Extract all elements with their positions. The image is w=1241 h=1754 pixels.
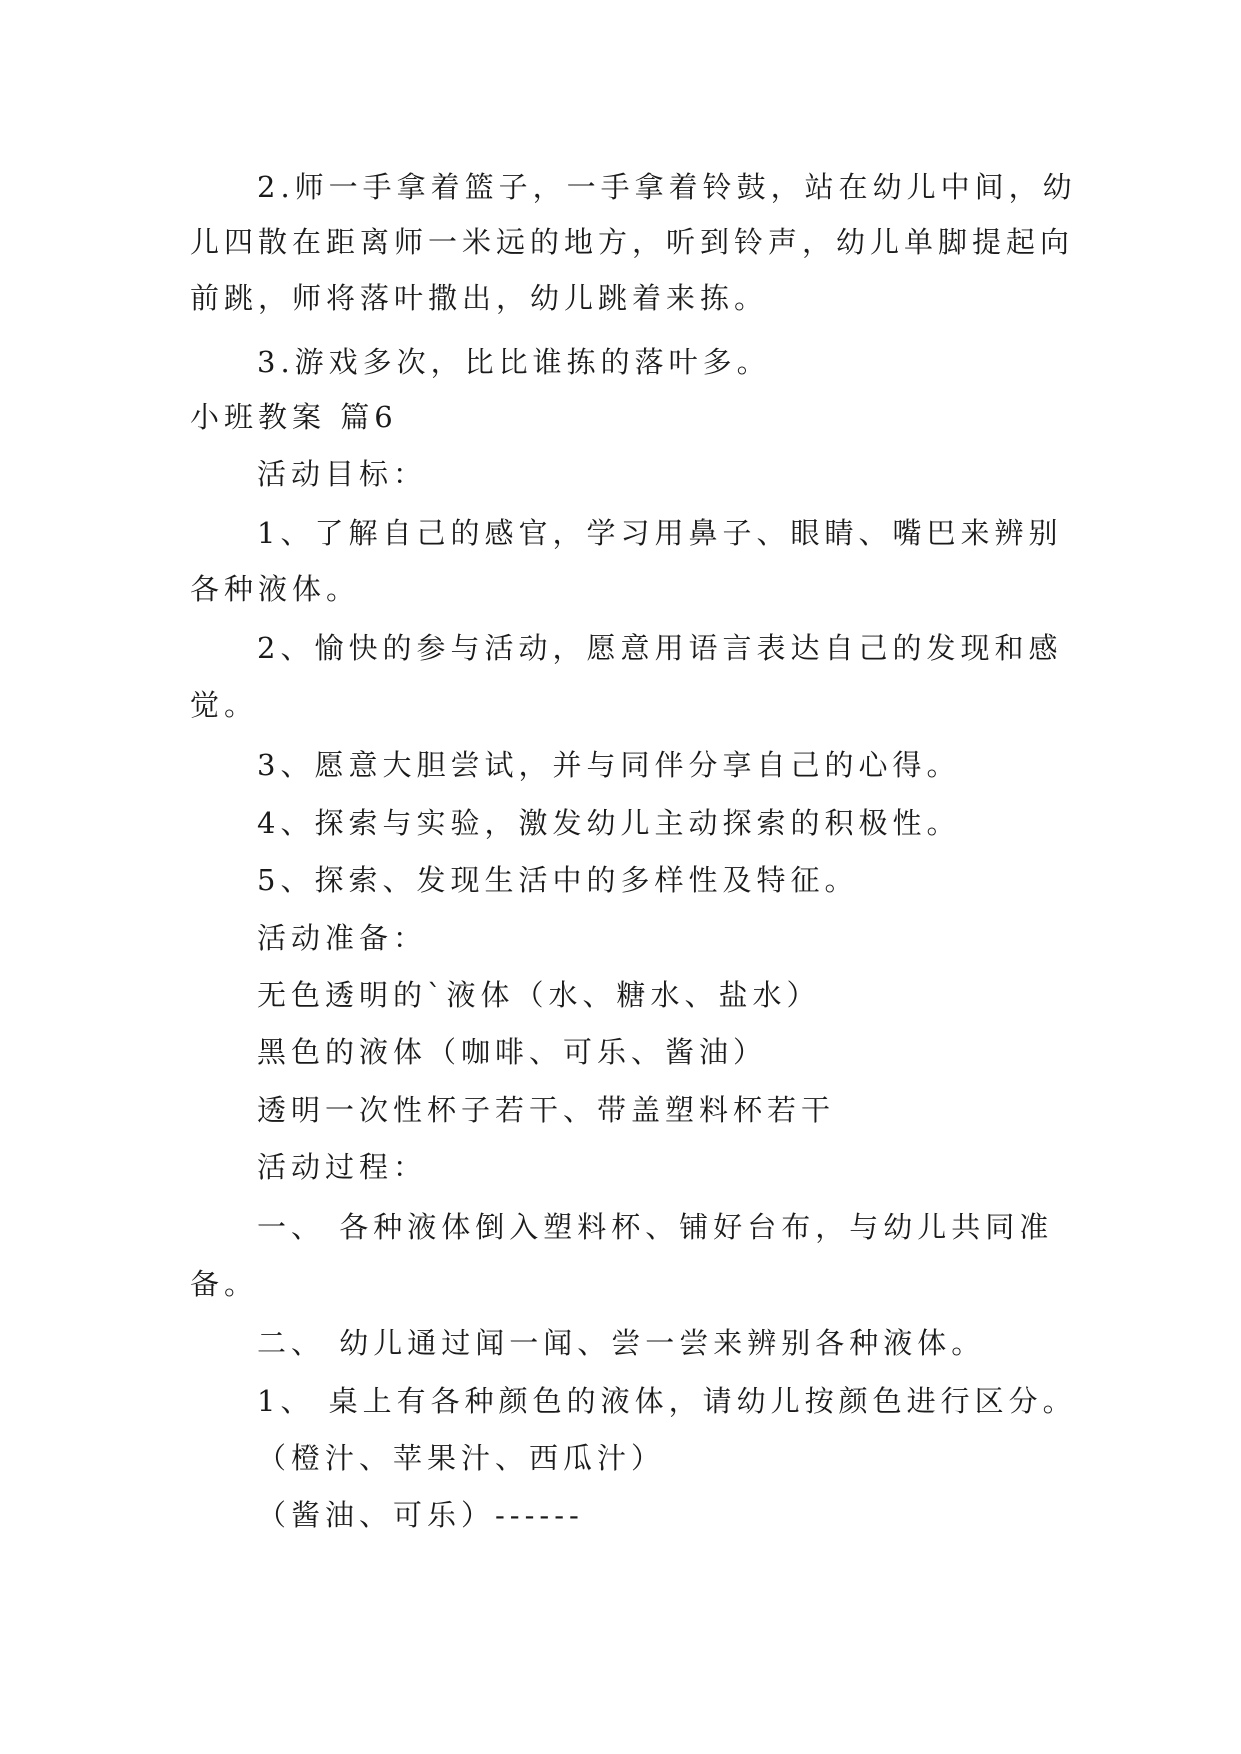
paragraph-line: 2、愉快的参与活动，愿意用语言表达自己的发现和感 [257,631,1063,665]
paragraph-line: 前跳，师将落叶撒出，幼儿跳着来拣。 [190,281,769,315]
paragraph-line: 3、愿意大胆尝试，并与同伴分享自己的心得。 [257,748,961,782]
paragraph-line: 3.游戏多次，比比谁拣的落叶多。 [257,345,771,379]
paragraph-line: 黑色的液体（咖啡、可乐、酱油） [257,1035,768,1069]
paragraph-line: 活动目标： [257,457,428,491]
paragraph-line: 活动准备： [257,921,428,955]
paragraph-line: 1、 桌上有各种颜色的液体，请幼儿按颜色进行区分。 [257,1384,1077,1418]
paragraph-line: 2.师一手拿着篮子，一手拿着铃鼓，站在幼儿中间，幼 [257,170,1077,204]
paragraph-line: 儿四散在距离师一米远的地方，听到铃声，幼儿单脚提起向 [190,225,1075,259]
paragraph-line: 觉。 [190,688,259,722]
paragraph-line: 1、了解自己的感官，学习用鼻子、眼睛、嘴巴来辨别 [257,516,1063,550]
paragraph-line: 透明一次性杯子若干、带盖塑料杯若干 [257,1093,836,1127]
paragraph-line: 4、探索与实验，激发幼儿主动探索的积极性。 [257,806,961,840]
paragraph-line: 二、 幼儿通过闻一闻、尝一尝来辨别各种液体。 [257,1326,986,1360]
paragraph-line: 无色透明的`液体（水、糖水、盐水） [257,978,821,1012]
paragraph-line: 5、探索、发现生活中的多样性及特征。 [257,863,859,897]
section-heading: 小班教案 篇6 [190,400,398,434]
paragraph-line: 活动过程： [257,1150,428,1184]
paragraph-line: 各种液体。 [190,572,361,606]
paragraph-line: （橙汁、苹果汁、西瓜汁） [257,1441,666,1475]
paragraph-line: 备。 [190,1267,259,1301]
paragraph-line: 一、 各种液体倒入塑料杯、铺好台布，与幼儿共同准 [257,1210,1054,1244]
paragraph-line: （酱油、可乐）------ [257,1498,584,1532]
